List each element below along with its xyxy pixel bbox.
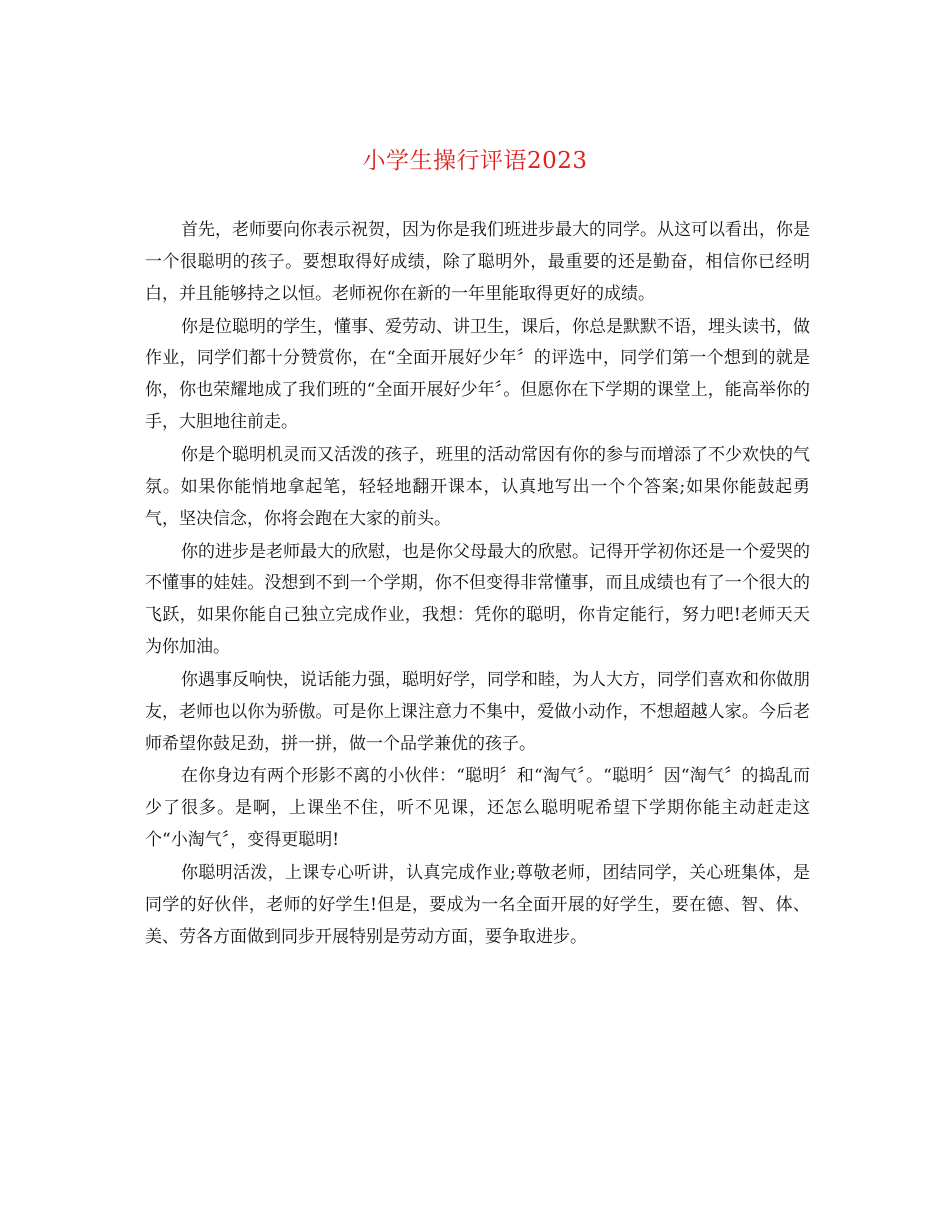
- paragraph-7: 你聪明活泼，上课专心听讲，认真完成作业;尊敬老师，团结同学，关心班集体，是同学的好伙伴，老师的好学生!但是，要成为一名全面开展的好学生，要在德、智、体、美、劳各方面做到同步开展特别是劳动方面，要争取进步。: [145, 863, 810, 947]
- paragraph-3: 你是个聪明机灵而又活泼的孩子，班里的活动常因有你的参与而增添了不少欢快的气氛。如果你能悄地拿起笔，轻轻地翻开课本，认真地写出一个个答案;如果你能鼓起勇气，坚决信念，你将会跑在大家的前头。: [145, 444, 810, 529]
- document-title: 小学生操行评语2023: [362, 148, 588, 174]
- paragraph-1: 首先，老师要向你表示祝贺，因为你是我们班进步最大的同学。从这可以看出，你是一个很聪明的孩子。要想取得好成绩，除了聪明外，最重要的还是勤奋，相信你已经明白，并且能够持之以恒。老师祝你在新的一年里能取得更好的成绩。: [145, 220, 810, 304]
- paragraph-2: 你是位聪明的学生，懂事、爱劳动、讲卫生，课后，你总是默默不语，埋头读书，做作业，同学们都十分赞赏你，在“全面开展好少年〞的评选中，同学们第一个想到的就是你，你也荣耀地成了我们班的“全面开展好少年〞。但愿你在下学期的课堂上，能高举你的手，大胆地往前走。: [145, 316, 810, 432]
- paragraph-5: 你遇事反响快，说话能力强，聪明好学，同学和睦，为人大方，同学们喜欢和你做朋友，老师也以你为骄傲。可是你上课注意力不集中，爱做小动作，不想超越人家。今后老师希望你鼓足劲，拼一拼，做一个品学兼优的孩子。: [145, 669, 810, 754]
- paragraph-6: 在你身边有两个形影不离的小伙伴：“聪明〞和“淘气〞。“聪明〞因“淘气〞的捣乱而少了很多。是啊，上课坐不住，听不见课，还怎么聪明呢希望下学期你能主动赶走这个“小淘气〞，变得更聪明!: [145, 766, 810, 851]
- document-body: [145, 215, 810, 955]
- paragraph-4: 你的进步是老师最大的欣慰，也是你父母最大的欣慰。记得开学初你还是一个爱哭的不懂事的娃娃。没想到不到一个学期，你不但变得非常懂事，而且成绩也有了一个很大的飞跃，如果你能自己独立完成作业，我想：凭你的聪明，你肯定能行，努力吧!老师天天为你加油。: [145, 541, 810, 657]
